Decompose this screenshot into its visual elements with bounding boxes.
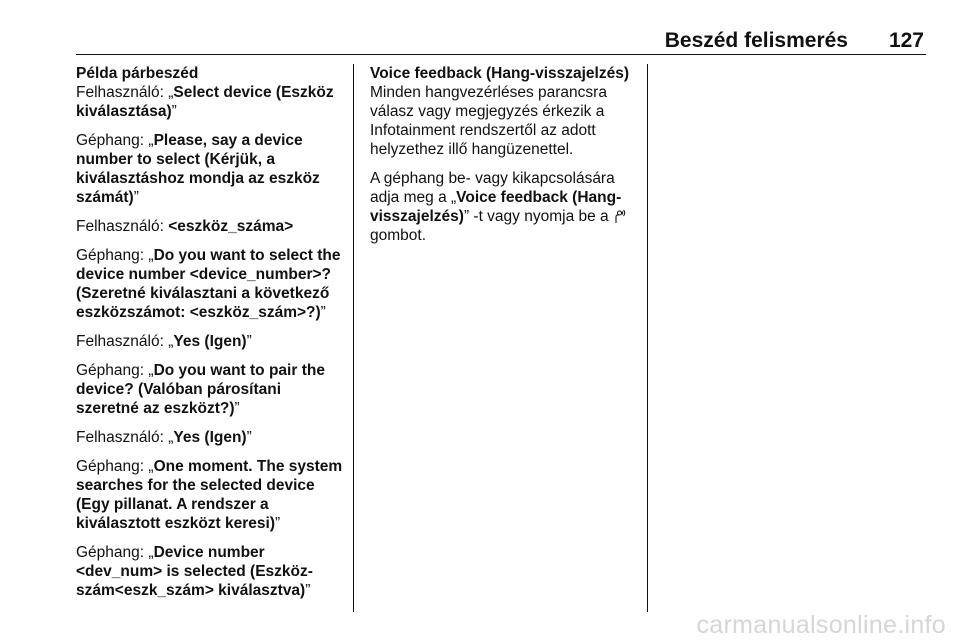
dialog-line (76, 332, 348, 351)
utterance: Do you want to select the device number <device_number>? (Szeretné kiválasztani a következő eszközszámot: <eszköz_szám>?) (76, 247, 341, 321)
intro-paragraph: Minden hangvezérléses parancsra válasz vagy megjegyzés érkezik a Infotainment rendszertől az adott helyzethez illő hangüzenettel. (370, 84, 607, 158)
quote-mark: „ (148, 132, 154, 149)
left-column (76, 64, 348, 610)
utterance: Yes (Igen) (173, 333, 247, 350)
speaker-label: Felhasználó: (76, 429, 169, 446)
quote-mark: „ (168, 429, 174, 446)
header-title: Beszéd felismerés (664, 29, 848, 52)
command-name: Voice feedback (Hang-visszajelzés) (370, 189, 622, 225)
quote-mark: „ (148, 362, 154, 379)
right-column (370, 64, 642, 255)
speaker-label: Géphang: (76, 458, 149, 475)
quote-mark: „ (168, 333, 174, 350)
quote-mark: ” (305, 582, 311, 599)
column-divider (647, 64, 648, 612)
quote-mark: ” (133, 189, 139, 206)
speaker-label: Felhasználó: (76, 84, 169, 101)
dialog-lines (76, 83, 348, 600)
dialog-line (76, 361, 348, 418)
utterance: Yes (Igen) (173, 429, 247, 446)
utterance: Please, say a device number to select (Kérjük, a kiválasztáshoz mondja az eszköz számát) (76, 132, 320, 206)
dialog-line (76, 246, 348, 322)
speaker-label: Géphang: (76, 132, 149, 149)
column-divider (353, 64, 354, 612)
paragraph-text: gombot. (370, 227, 427, 244)
quote-mark: „ (148, 247, 154, 264)
quote-mark: „ (148, 544, 154, 561)
speaker-label: Géphang: (76, 544, 149, 561)
utterance: <eszköz_száma> (168, 218, 294, 235)
paragraph-text: A géphang be- vagy kikapcsolására adja meg a „ (370, 170, 615, 206)
dialog-line (76, 543, 348, 600)
quote-mark: ” (275, 515, 281, 532)
dialog-line (76, 217, 348, 236)
quote-mark: ” (246, 429, 252, 446)
quote-mark: ” (320, 304, 326, 321)
section-heading: Voice feedback (Hang-visszajelzés) (370, 65, 630, 82)
quote-mark: ” (246, 333, 252, 350)
speaker-label: Géphang: (76, 362, 149, 379)
page-number: 127 (888, 29, 924, 52)
dialog-line (76, 457, 348, 533)
dialog-line (76, 83, 348, 121)
section-heading: Példa párbeszéd (76, 65, 199, 82)
watermark: carmanualsonline.info (696, 611, 946, 639)
quote-mark: „ (168, 84, 174, 101)
utterance: One moment. The system searches for the selected device (Egy pillanat. A rendszer a kiválasztott eszközt keresi) (76, 458, 343, 532)
quote-mark: ” (234, 400, 240, 417)
quote-mark: ” (171, 103, 177, 120)
speaker-label: Felhasználó: (76, 333, 169, 350)
toggle-paragraph (370, 169, 642, 245)
paragraph-text: ” -t vagy nyomja be a (463, 208, 613, 225)
utterance: Do you want to pair the device? (Valóban párosítani szeretné az eszközt?) (76, 362, 325, 417)
speaker-label: Géphang: (76, 247, 149, 264)
voice-command-icon (613, 208, 627, 224)
page-header (76, 20, 926, 55)
dialog-line (76, 428, 348, 447)
dialog-line (76, 131, 348, 207)
speaker-label: Felhasználó: (76, 218, 169, 235)
quote-mark: „ (148, 458, 154, 475)
utterance: Select device (Eszköz kiválasztása) (76, 84, 334, 120)
utterance: Device number <dev_num> is selected (Eszköz-szám<eszk_szám> kiválasztva) (76, 544, 313, 599)
